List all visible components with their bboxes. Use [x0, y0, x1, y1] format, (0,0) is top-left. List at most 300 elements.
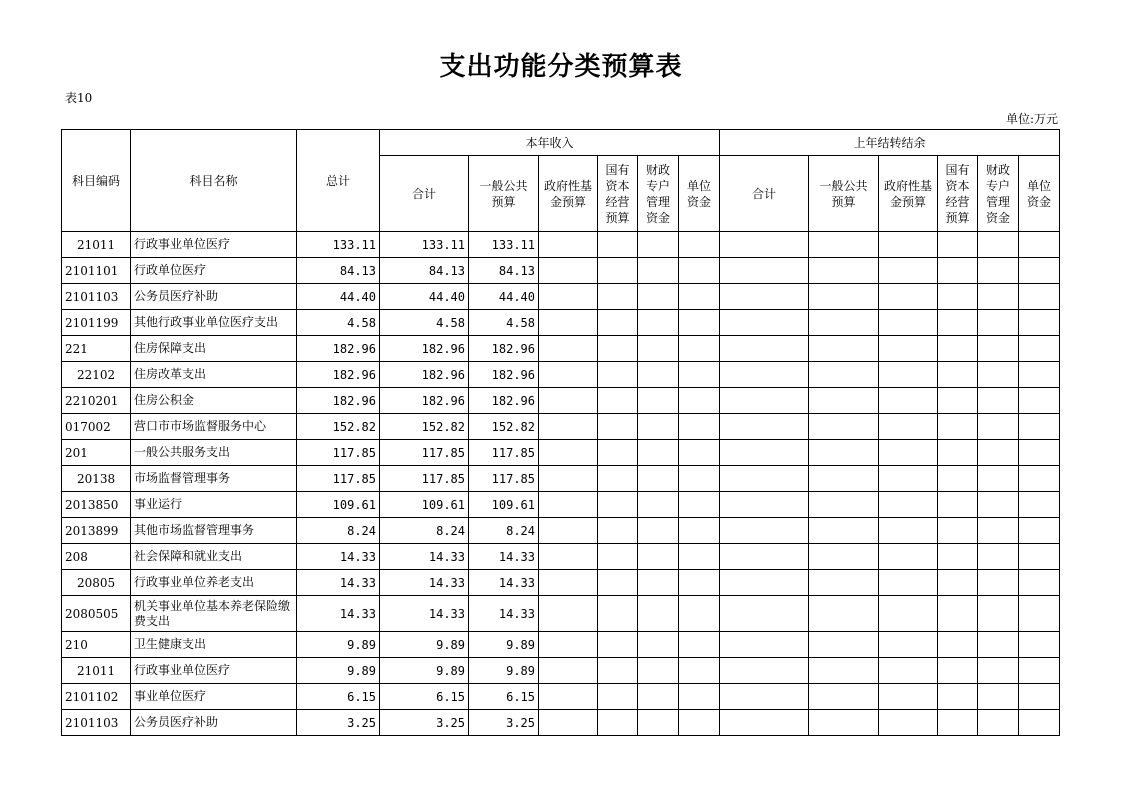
cell-name: 行政单位医疗	[131, 258, 297, 284]
cell-current-sum: 109.61	[380, 492, 469, 518]
table-row	[62, 258, 1060, 284]
cell-carry-sum	[720, 388, 809, 414]
cell-current-special-account	[638, 544, 679, 570]
cell-current-general: 182.96	[469, 336, 539, 362]
cell-carry-sum	[720, 518, 809, 544]
cell-carry-fund	[879, 570, 938, 596]
cell-total: 14.33	[297, 596, 380, 632]
cell-current-unit-funds	[679, 518, 720, 544]
cell-total: 117.85	[297, 466, 380, 492]
cell-carry-special-account	[978, 466, 1019, 492]
cell-current-general: 9.89	[469, 658, 539, 684]
cell-carry-unit-funds	[1019, 684, 1060, 710]
cell-carry-general	[809, 466, 879, 492]
cell-carry-unit-funds	[1019, 388, 1060, 414]
header-fund-budget: 政府性基金预算	[539, 156, 598, 232]
cell-current-special-account	[638, 310, 679, 336]
cell-carry-general	[809, 658, 879, 684]
cell-carry-fund	[879, 232, 938, 258]
cell-carry-general	[809, 232, 879, 258]
cell-current-unit-funds	[679, 258, 720, 284]
cell-carry-special-account	[978, 570, 1019, 596]
cell-carry-state-capital	[938, 232, 978, 258]
cell-current-fund	[539, 518, 598, 544]
cell-code: 2101103	[62, 710, 131, 736]
cell-code: 2101101	[62, 258, 131, 284]
cell-current-general: 4.58	[469, 310, 539, 336]
cell-carry-state-capital	[938, 658, 978, 684]
header-carryover: 上年结转结余	[720, 130, 1060, 156]
cell-total: 182.96	[297, 362, 380, 388]
cell-current-unit-funds	[679, 570, 720, 596]
cell-current-general: 152.82	[469, 414, 539, 440]
cell-current-state-capital	[598, 362, 638, 388]
cell-total: 9.89	[297, 632, 380, 658]
cell-carry-sum	[720, 658, 809, 684]
cell-carry-fund	[879, 440, 938, 466]
cell-carry-unit-funds	[1019, 336, 1060, 362]
cell-current-special-account	[638, 492, 679, 518]
cell-total: 182.96	[297, 388, 380, 414]
table-row	[62, 518, 1060, 544]
cell-code: 2013850	[62, 492, 131, 518]
cell-carry-fund	[879, 544, 938, 570]
cell-code: 22102	[62, 362, 131, 388]
cell-carry-state-capital	[938, 336, 978, 362]
cell-carry-fund	[879, 632, 938, 658]
cell-current-fund	[539, 544, 598, 570]
header-sum: 合计	[380, 156, 469, 232]
cell-carry-state-capital	[938, 684, 978, 710]
cell-carry-general	[809, 492, 879, 518]
cell-current-unit-funds	[679, 658, 720, 684]
table-row	[62, 336, 1060, 362]
cell-carry-general	[809, 310, 879, 336]
cell-current-fund	[539, 388, 598, 414]
cell-total: 84.13	[297, 258, 380, 284]
cell-current-special-account	[638, 658, 679, 684]
cell-current-sum: 14.33	[380, 596, 469, 632]
cell-current-unit-funds	[679, 336, 720, 362]
cell-current-unit-funds	[679, 596, 720, 632]
cell-current-unit-funds	[679, 310, 720, 336]
cell-code: 210	[62, 632, 131, 658]
cell-current-general: 14.33	[469, 570, 539, 596]
header-fund-budget: 政府性基金预算	[879, 156, 938, 232]
cell-carry-unit-funds	[1019, 414, 1060, 440]
cell-carry-unit-funds	[1019, 710, 1060, 736]
cell-carry-fund	[879, 284, 938, 310]
cell-current-general: 182.96	[469, 362, 539, 388]
cell-current-general: 44.40	[469, 284, 539, 310]
cell-carry-special-account	[978, 336, 1019, 362]
table-row	[62, 710, 1060, 736]
cell-name: 其他行政事业单位医疗支出	[131, 310, 297, 336]
cell-current-unit-funds	[679, 544, 720, 570]
cell-current-special-account	[638, 466, 679, 492]
cell-current-sum: 6.15	[380, 684, 469, 710]
cell-current-special-account	[638, 336, 679, 362]
cell-carry-sum	[720, 632, 809, 658]
cell-carry-general	[809, 388, 879, 414]
table-number: 表10	[65, 91, 93, 105]
budget-table	[61, 129, 1060, 736]
cell-carry-fund	[879, 492, 938, 518]
cell-name: 一般公共服务支出	[131, 440, 297, 466]
cell-current-special-account	[638, 362, 679, 388]
table-row	[62, 284, 1060, 310]
cell-current-special-account	[638, 684, 679, 710]
cell-name: 住房保障支出	[131, 336, 297, 362]
cell-current-general: 6.15	[469, 684, 539, 710]
cell-current-sum: 4.58	[380, 310, 469, 336]
cell-current-fund	[539, 570, 598, 596]
cell-current-fund	[539, 336, 598, 362]
cell-current-fund	[539, 710, 598, 736]
cell-current-state-capital	[598, 310, 638, 336]
cell-current-unit-funds	[679, 232, 720, 258]
cell-current-sum: 133.11	[380, 232, 469, 258]
cell-carry-general	[809, 710, 879, 736]
table-row	[62, 388, 1060, 414]
cell-carry-fund	[879, 710, 938, 736]
cell-current-state-capital	[598, 570, 638, 596]
cell-current-sum: 84.13	[380, 258, 469, 284]
cell-current-state-capital	[598, 596, 638, 632]
cell-current-fund	[539, 362, 598, 388]
cell-current-special-account	[638, 284, 679, 310]
cell-carry-sum	[720, 258, 809, 284]
cell-carry-unit-funds	[1019, 440, 1060, 466]
cell-carry-unit-funds	[1019, 362, 1060, 388]
cell-name: 市场监督管理事务	[131, 466, 297, 492]
cell-total: 133.11	[297, 232, 380, 258]
cell-current-fund	[539, 466, 598, 492]
cell-current-general: 117.85	[469, 440, 539, 466]
cell-current-unit-funds	[679, 492, 720, 518]
cell-carry-special-account	[978, 596, 1019, 632]
cell-carry-sum	[720, 710, 809, 736]
cell-carry-state-capital	[938, 632, 978, 658]
table-row	[62, 596, 1060, 632]
cell-carry-special-account	[978, 414, 1019, 440]
cell-current-special-account	[638, 570, 679, 596]
cell-current-unit-funds	[679, 440, 720, 466]
cell-code: 2013899	[62, 518, 131, 544]
cell-current-special-account	[638, 414, 679, 440]
cell-current-state-capital	[598, 684, 638, 710]
cell-carry-state-capital	[938, 492, 978, 518]
cell-carry-fund	[879, 388, 938, 414]
cell-carry-sum	[720, 310, 809, 336]
cell-current-fund	[539, 232, 598, 258]
cell-code: 2210201	[62, 388, 131, 414]
table-body	[62, 232, 1060, 736]
cell-carry-general	[809, 544, 879, 570]
cell-carry-state-capital	[938, 466, 978, 492]
cell-current-state-capital	[598, 232, 638, 258]
header-sum: 合计	[720, 156, 809, 232]
cell-code: 017002	[62, 414, 131, 440]
cell-current-state-capital	[598, 544, 638, 570]
cell-carry-sum	[720, 544, 809, 570]
cell-carry-state-capital	[938, 544, 978, 570]
cell-current-fund	[539, 684, 598, 710]
table-row	[62, 570, 1060, 596]
cell-total: 8.24	[297, 518, 380, 544]
cell-name: 卫生健康支出	[131, 632, 297, 658]
cell-carry-state-capital	[938, 570, 978, 596]
cell-carry-general	[809, 684, 879, 710]
cell-carry-fund	[879, 310, 938, 336]
header-unit-funds: 单位资金	[679, 156, 720, 232]
cell-current-special-account	[638, 440, 679, 466]
cell-current-sum: 152.82	[380, 414, 469, 440]
cell-current-state-capital	[598, 518, 638, 544]
cell-current-general: 14.33	[469, 596, 539, 632]
table-row	[62, 466, 1060, 492]
cell-current-general: 133.11	[469, 232, 539, 258]
cell-carry-sum	[720, 284, 809, 310]
cell-carry-state-capital	[938, 710, 978, 736]
cell-current-general: 84.13	[469, 258, 539, 284]
cell-name: 住房公积金	[131, 388, 297, 414]
cell-current-sum: 182.96	[380, 388, 469, 414]
cell-total: 109.61	[297, 492, 380, 518]
cell-carry-unit-funds	[1019, 632, 1060, 658]
cell-current-state-capital	[598, 710, 638, 736]
cell-name: 行政事业单位医疗	[131, 658, 297, 684]
cell-carry-unit-funds	[1019, 310, 1060, 336]
cell-code: 201	[62, 440, 131, 466]
cell-carry-special-account	[978, 632, 1019, 658]
cell-carry-sum	[720, 414, 809, 440]
cell-current-sum: 182.96	[380, 336, 469, 362]
table-row	[62, 414, 1060, 440]
cell-carry-unit-funds	[1019, 570, 1060, 596]
cell-carry-sum	[720, 596, 809, 632]
cell-carry-sum	[720, 466, 809, 492]
cell-carry-sum	[720, 232, 809, 258]
cell-current-state-capital	[598, 492, 638, 518]
cell-current-state-capital	[598, 440, 638, 466]
cell-current-special-account	[638, 596, 679, 632]
cell-carry-special-account	[978, 658, 1019, 684]
header-special-account: 财政专户管理资金	[638, 156, 679, 232]
cell-carry-unit-funds	[1019, 492, 1060, 518]
header-state-capital-budget: 国有资本经营预算	[938, 156, 978, 232]
table-row	[62, 658, 1060, 684]
cell-carry-state-capital	[938, 310, 978, 336]
cell-carry-general	[809, 518, 879, 544]
header-code: 科目编码	[62, 130, 131, 232]
unit-label: 单位:万元	[1005, 112, 1058, 126]
cell-carry-fund	[879, 258, 938, 284]
cell-total: 6.15	[297, 684, 380, 710]
cell-current-sum: 9.89	[380, 658, 469, 684]
cell-carry-special-account	[978, 362, 1019, 388]
cell-current-special-account	[638, 258, 679, 284]
cell-name: 事业单位医疗	[131, 684, 297, 710]
cell-current-fund	[539, 632, 598, 658]
cell-carry-fund	[879, 336, 938, 362]
cell-carry-unit-funds	[1019, 544, 1060, 570]
cell-name: 其他市场监督管理事务	[131, 518, 297, 544]
cell-name: 行政事业单位养老支出	[131, 570, 297, 596]
cell-carry-general	[809, 284, 879, 310]
cell-code: 20138	[62, 466, 131, 492]
cell-code: 2101103	[62, 284, 131, 310]
page-title: 支出功能分类预算表	[439, 52, 683, 82]
cell-current-unit-funds	[679, 710, 720, 736]
cell-carry-general	[809, 632, 879, 658]
cell-current-general: 3.25	[469, 710, 539, 736]
cell-carry-special-account	[978, 544, 1019, 570]
cell-current-general: 109.61	[469, 492, 539, 518]
cell-carry-general	[809, 596, 879, 632]
cell-carry-special-account	[978, 310, 1019, 336]
cell-carry-fund	[879, 414, 938, 440]
cell-name: 公务员医疗补助	[131, 284, 297, 310]
header-current-income: 本年收入	[380, 130, 720, 156]
header-special-account: 财政专户管理资金	[978, 156, 1019, 232]
cell-current-general: 117.85	[469, 466, 539, 492]
cell-current-general: 8.24	[469, 518, 539, 544]
cell-carry-special-account	[978, 710, 1019, 736]
cell-carry-sum	[720, 362, 809, 388]
table-row	[62, 492, 1060, 518]
table-row	[62, 362, 1060, 388]
cell-current-fund	[539, 492, 598, 518]
cell-current-state-capital	[598, 336, 638, 362]
cell-current-fund	[539, 658, 598, 684]
cell-carry-state-capital	[938, 414, 978, 440]
cell-carry-special-account	[978, 440, 1019, 466]
cell-carry-state-capital	[938, 440, 978, 466]
cell-carry-general	[809, 258, 879, 284]
table-row	[62, 310, 1060, 336]
table-row	[62, 684, 1060, 710]
cell-carry-unit-funds	[1019, 258, 1060, 284]
cell-current-sum: 14.33	[380, 544, 469, 570]
cell-current-sum: 117.85	[380, 440, 469, 466]
cell-carry-special-account	[978, 258, 1019, 284]
header-state-capital-budget: 国有资本经营预算	[598, 156, 638, 232]
cell-carry-fund	[879, 658, 938, 684]
cell-current-state-capital	[598, 658, 638, 684]
cell-current-sum: 182.96	[380, 362, 469, 388]
cell-current-sum: 117.85	[380, 466, 469, 492]
cell-carry-state-capital	[938, 258, 978, 284]
cell-carry-special-account	[978, 388, 1019, 414]
header-total: 总计	[297, 130, 380, 232]
cell-current-unit-funds	[679, 466, 720, 492]
cell-carry-special-account	[978, 232, 1019, 258]
cell-total: 14.33	[297, 544, 380, 570]
cell-carry-unit-funds	[1019, 284, 1060, 310]
cell-name: 营口市市场监督服务中心	[131, 414, 297, 440]
cell-current-state-capital	[598, 388, 638, 414]
header-unit-funds: 单位资金	[1019, 156, 1060, 232]
cell-current-special-account	[638, 710, 679, 736]
cell-current-fund	[539, 284, 598, 310]
cell-current-state-capital	[598, 284, 638, 310]
cell-current-fund	[539, 414, 598, 440]
cell-carry-special-account	[978, 684, 1019, 710]
cell-carry-sum	[720, 684, 809, 710]
cell-current-state-capital	[598, 632, 638, 658]
cell-name: 行政事业单位医疗	[131, 232, 297, 258]
cell-current-state-capital	[598, 258, 638, 284]
cell-current-unit-funds	[679, 684, 720, 710]
cell-carry-state-capital	[938, 362, 978, 388]
cell-name: 住房改革支出	[131, 362, 297, 388]
table-row	[62, 544, 1060, 570]
cell-current-unit-funds	[679, 388, 720, 414]
cell-carry-general	[809, 362, 879, 388]
cell-current-fund	[539, 310, 598, 336]
cell-current-general: 14.33	[469, 544, 539, 570]
cell-total: 117.85	[297, 440, 380, 466]
cell-current-unit-funds	[679, 414, 720, 440]
cell-total: 4.58	[297, 310, 380, 336]
cell-current-unit-funds	[679, 632, 720, 658]
cell-carry-special-account	[978, 492, 1019, 518]
cell-carry-special-account	[978, 284, 1019, 310]
cell-carry-general	[809, 440, 879, 466]
cell-current-sum: 14.33	[380, 570, 469, 596]
cell-current-unit-funds	[679, 284, 720, 310]
cell-current-general: 182.96	[469, 388, 539, 414]
cell-current-special-account	[638, 632, 679, 658]
cell-name: 社会保障和就业支出	[131, 544, 297, 570]
cell-current-special-account	[638, 388, 679, 414]
cell-carry-sum	[720, 492, 809, 518]
cell-current-special-account	[638, 232, 679, 258]
cell-current-sum: 9.89	[380, 632, 469, 658]
cell-current-fund	[539, 440, 598, 466]
cell-carry-fund	[879, 362, 938, 388]
cell-code: 2101199	[62, 310, 131, 336]
cell-carry-sum	[720, 440, 809, 466]
cell-carry-unit-funds	[1019, 518, 1060, 544]
cell-carry-sum	[720, 336, 809, 362]
cell-carry-unit-funds	[1019, 232, 1060, 258]
cell-current-special-account	[638, 518, 679, 544]
cell-code: 21011	[62, 232, 131, 258]
cell-current-state-capital	[598, 466, 638, 492]
cell-current-sum: 3.25	[380, 710, 469, 736]
cell-carry-general	[809, 414, 879, 440]
cell-carry-fund	[879, 518, 938, 544]
cell-code: 2080505	[62, 596, 131, 632]
cell-current-sum: 8.24	[380, 518, 469, 544]
cell-total: 152.82	[297, 414, 380, 440]
cell-current-state-capital	[598, 414, 638, 440]
cell-code: 221	[62, 336, 131, 362]
table-row	[62, 632, 1060, 658]
cell-carry-fund	[879, 684, 938, 710]
cell-carry-state-capital	[938, 388, 978, 414]
header-general-budget: 一般公共预算	[469, 156, 539, 232]
cell-current-general: 9.89	[469, 632, 539, 658]
table-row	[62, 232, 1060, 258]
cell-total: 14.33	[297, 570, 380, 596]
cell-carry-unit-funds	[1019, 596, 1060, 632]
header-name: 科目名称	[131, 130, 297, 232]
cell-current-fund	[539, 258, 598, 284]
cell-total: 182.96	[297, 336, 380, 362]
